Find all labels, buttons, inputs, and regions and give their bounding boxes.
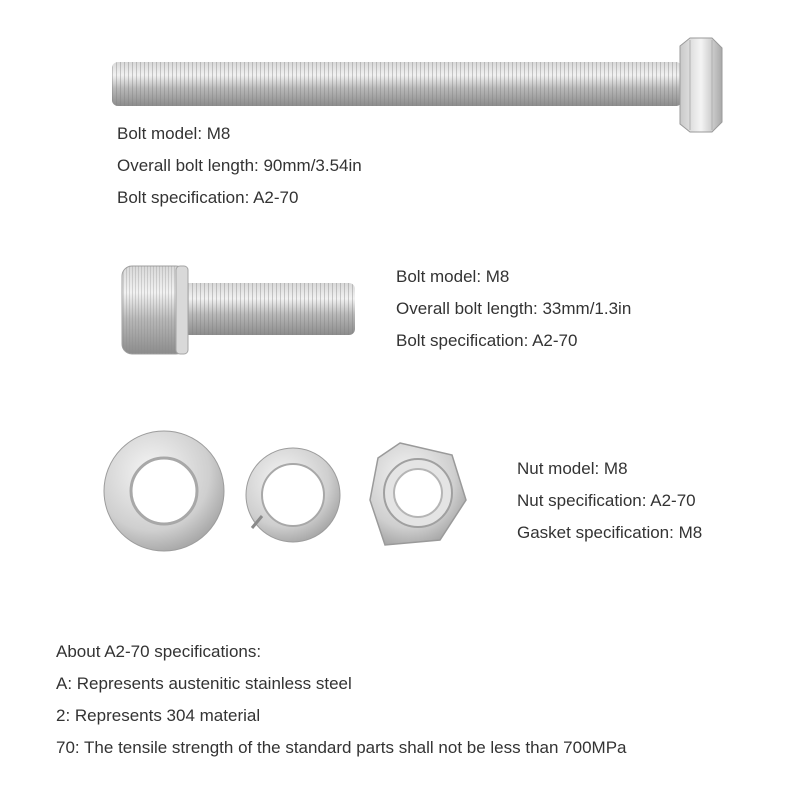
short-bolt-model: Bolt model: M8: [396, 267, 510, 286]
short-bolt-spec: Bolt specification: A2-70: [396, 331, 578, 350]
long-bolt-spec: Bolt specification: A2-70: [117, 188, 299, 207]
short-bolt-length: Overall bolt length: 33mm/1.3in: [396, 299, 632, 318]
long-bolt-length: Overall bolt length: 90mm/3.54in: [117, 156, 362, 175]
about-line-2: 2: Represents 304 material: [56, 706, 261, 725]
nut-model: Nut model: M8: [517, 459, 628, 478]
nut-spec: Nut specification: A2-70: [517, 491, 696, 510]
about-heading: About A2-70 specifications:: [56, 642, 262, 661]
long-bolt-model: Bolt model: M8: [117, 124, 231, 143]
about-line-a: A: Represents austenitic stainless steel: [56, 674, 352, 693]
gasket-spec: Gasket specification: M8: [517, 523, 703, 542]
about-line-70: 70: The tensile strength of the standard parts shall not be less than 700MPa: [56, 738, 627, 757]
